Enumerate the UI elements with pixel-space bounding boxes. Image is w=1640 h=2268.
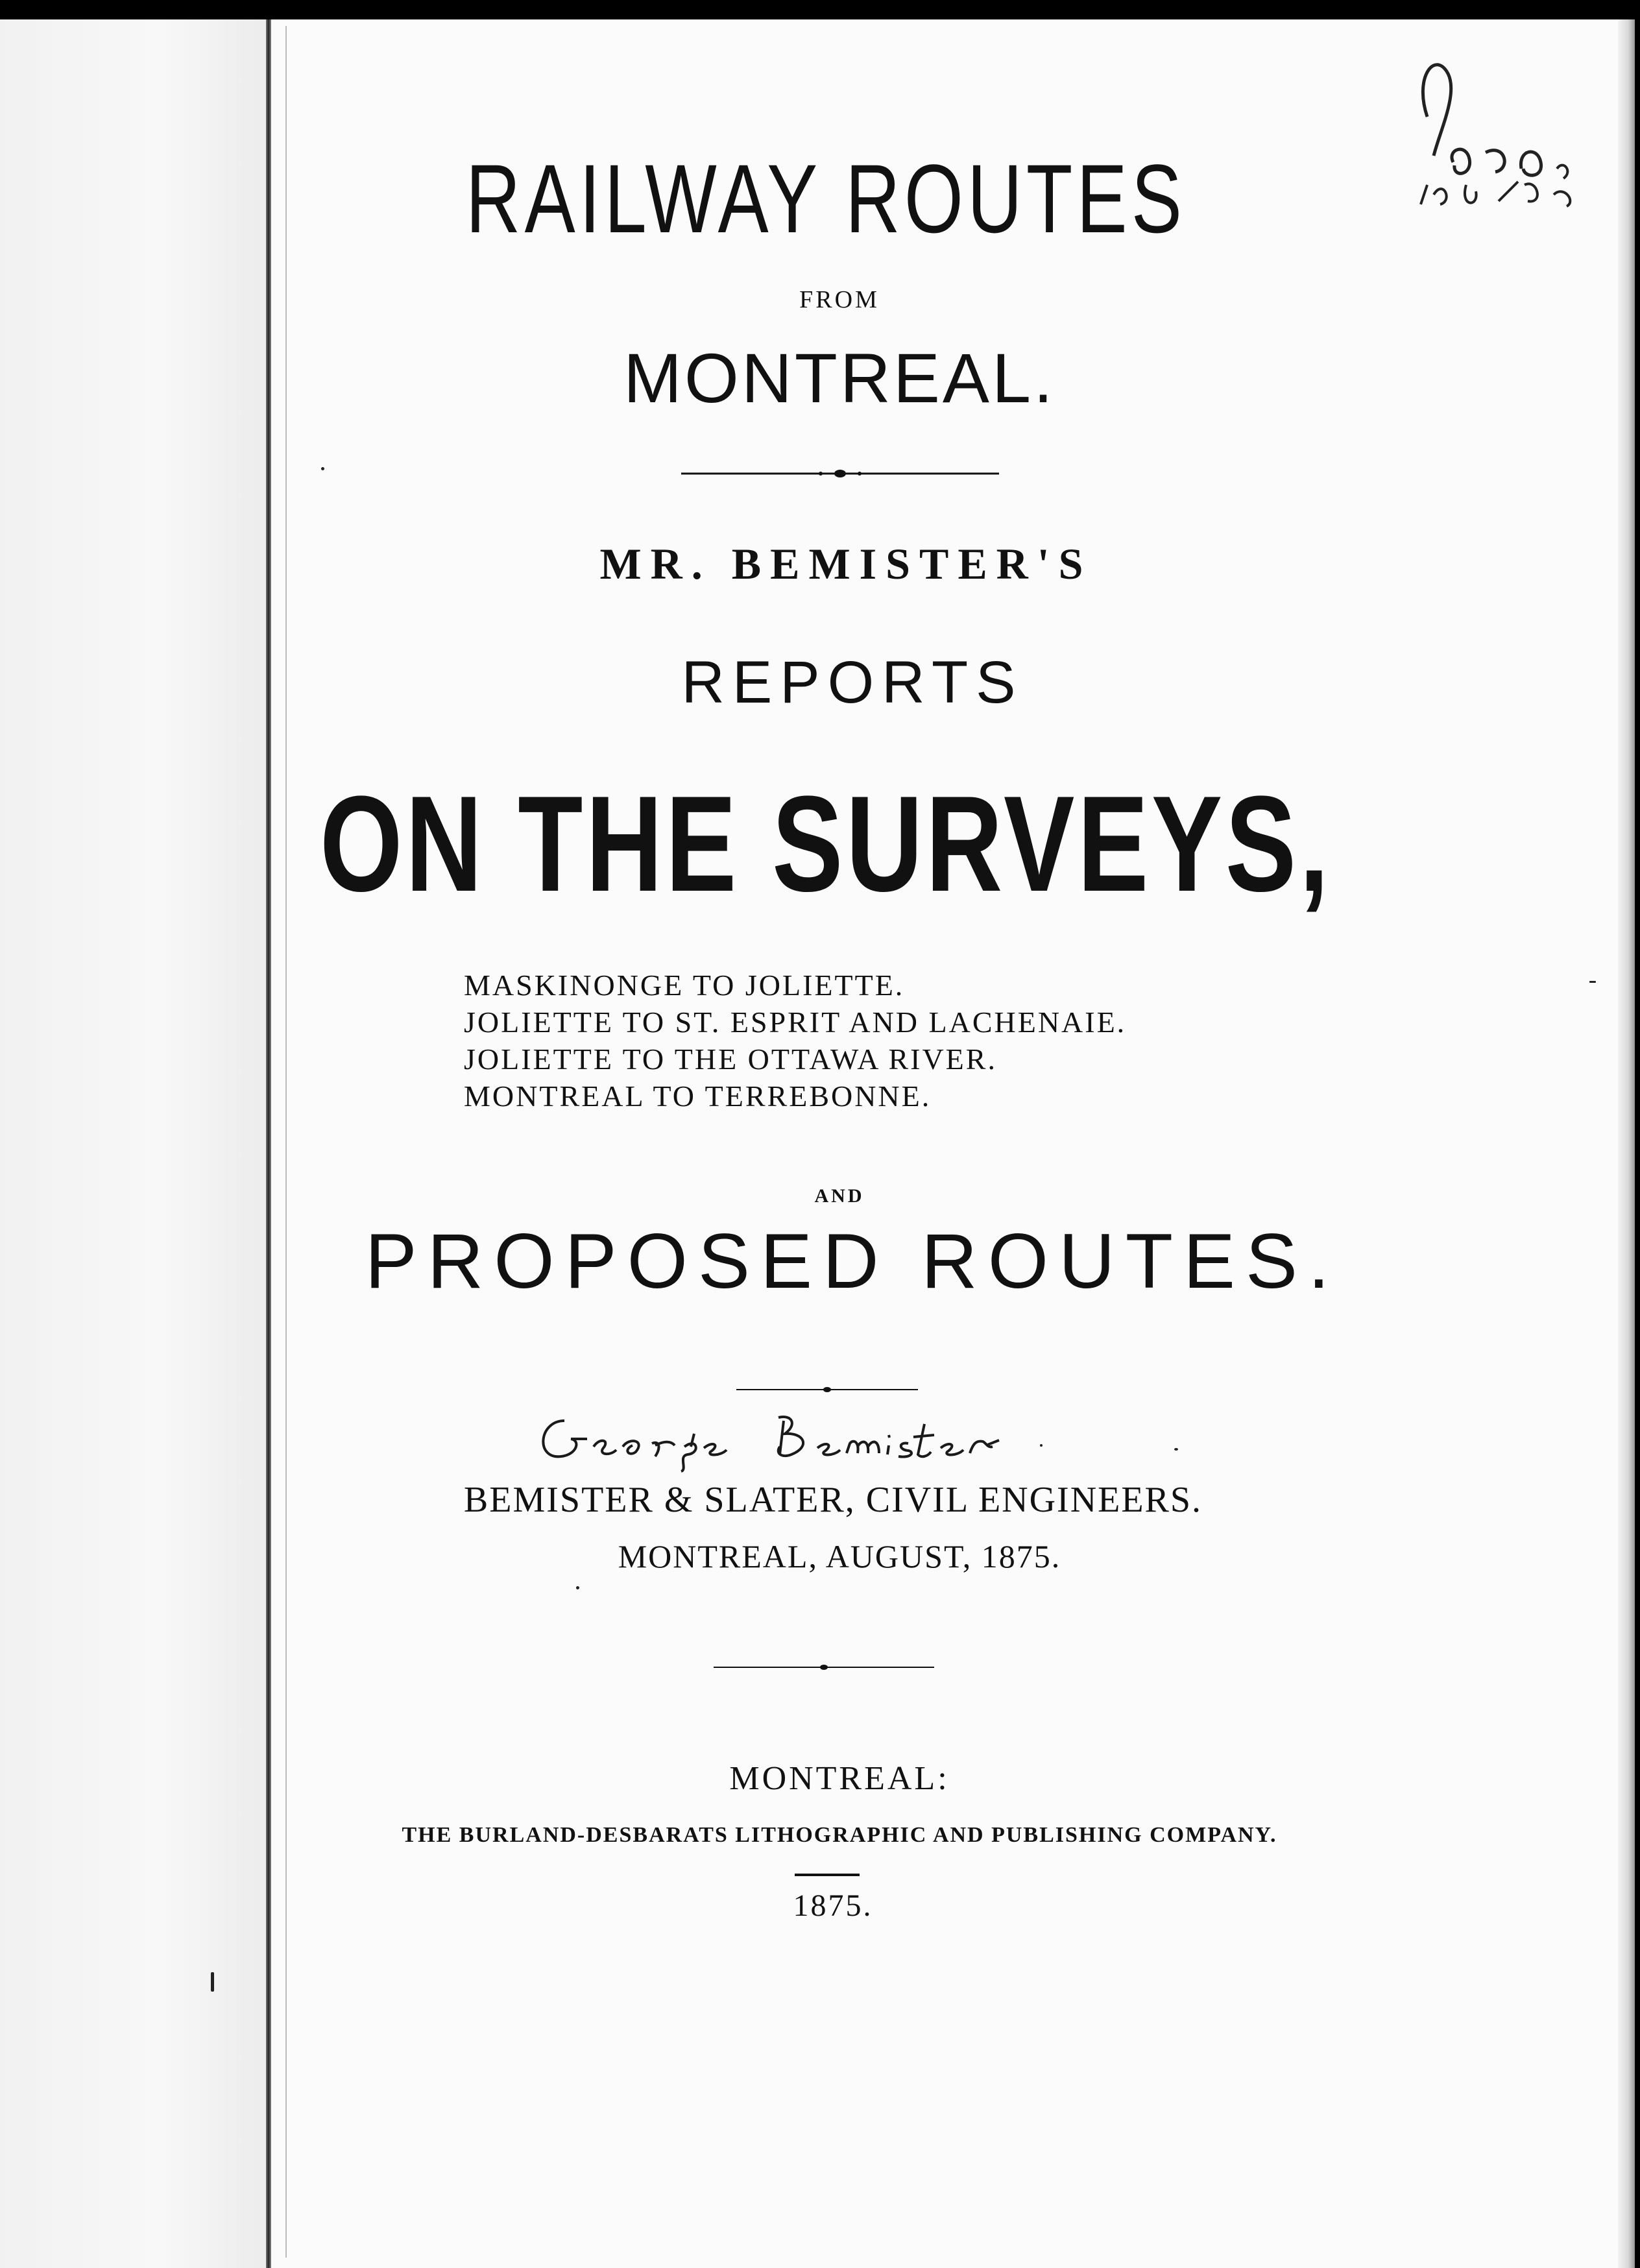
scan-speck [576, 1586, 579, 1589]
surveys-heading: ON THE SURVEYS, [320, 767, 1332, 920]
place-and-date: MONTREAL, AUGUST, 1875. [618, 1538, 1061, 1574]
title-montreal: MONTREAL. [623, 339, 1056, 417]
survey-list [464, 967, 1126, 1115]
survey-list-item: JOLIETTE TO THE OTTAWA RIVER. [464, 1043, 997, 1076]
imprint-year: 1875. [793, 1888, 873, 1923]
imprint-publisher: THE BURLAND-DESBARATS LITHOGRAPHIC AND PUBLISHING COMPANY. [402, 1823, 1277, 1847]
reports-heading: REPORTS [681, 649, 1024, 716]
scan-border-top [0, 0, 1640, 19]
author-heading: MR. BEMISTER'S [599, 539, 1092, 588]
ornament-rule-3 [714, 1663, 934, 1671]
title-railway-routes: RAILWAY ROUTES [465, 144, 1187, 253]
scan-speck [321, 467, 324, 470]
imprint-place: MONTREAL: [729, 1760, 950, 1797]
handwritten-signature [525, 1395, 1083, 1473]
ornament-rule-1 [681, 468, 999, 479]
and-connector: AND [814, 1185, 865, 1207]
scan-speck [1174, 1448, 1178, 1451]
survey-list-item: MASKINONGE TO JOLIETTE. [464, 969, 905, 1002]
title-from: FROM [799, 286, 880, 313]
survey-list-item: JOLIETTE TO ST. ESPRIT AND LACHENAIE. [464, 1006, 1127, 1039]
proposed-routes-heading: PROPOSED ROUTES. [365, 1218, 1340, 1305]
scan-speck [211, 1972, 214, 1992]
firm-name: BEMISTER & SLATER, CIVIL ENGINEERS. [463, 1480, 1203, 1520]
survey-list-item: MONTREAL TO TERREBONNE. [464, 1080, 932, 1113]
ornament-rule-2 [736, 1386, 918, 1393]
imprint-rule [795, 1874, 860, 1876]
scan-speck [1589, 981, 1596, 983]
